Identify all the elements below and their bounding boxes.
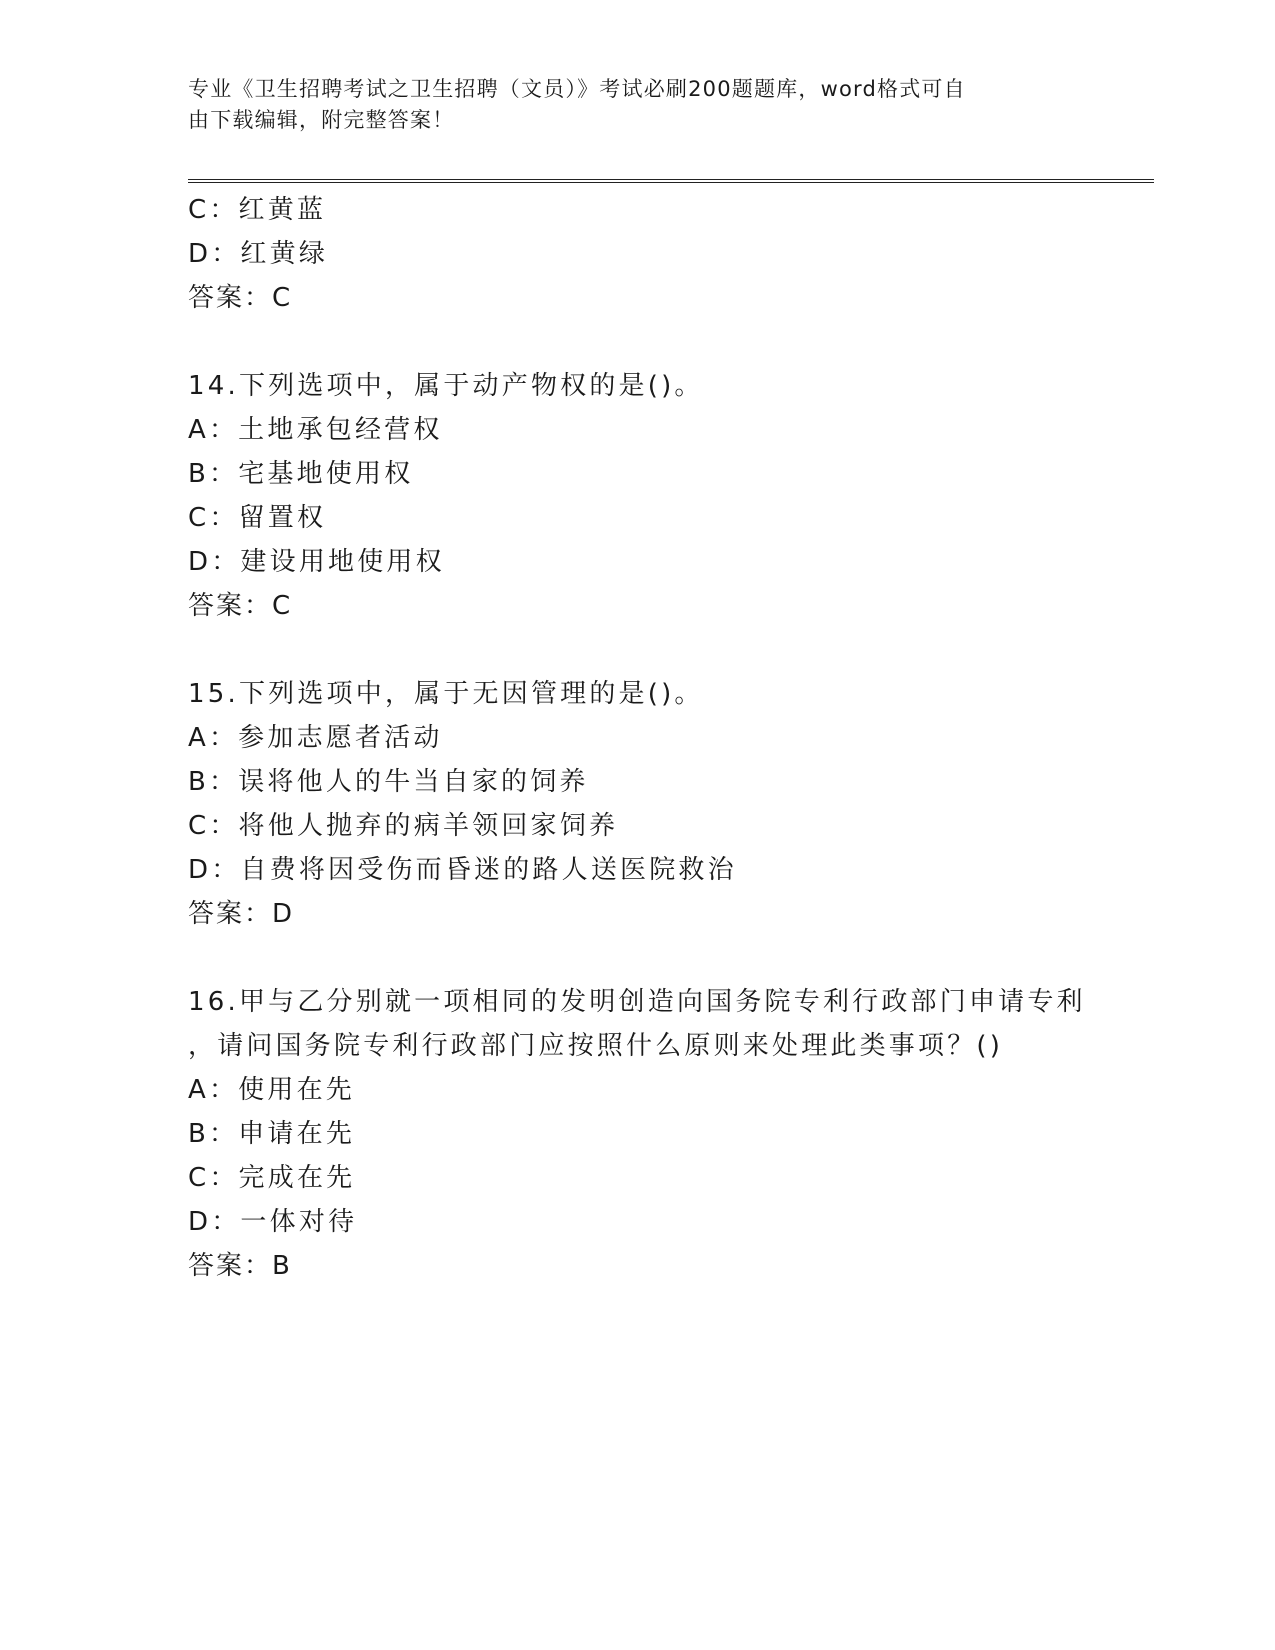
question-stem: 16.甲与乙分别就一项相同的发明创造向国务院专利行政部门申请专利 — [188, 987, 1086, 1017]
question-stem-continued: ，请问国务院专利行政部门应按照什么原则来处理此类事项？() — [188, 1031, 1004, 1061]
answer-label: 答案： — [188, 899, 273, 929]
option-a: A：使用在先 — [188, 1075, 355, 1105]
option-d: D：红黄绿 — [188, 239, 329, 269]
answer-line — [188, 1249, 290, 1283]
option-a: A：参加志愿者活动 — [188, 723, 443, 753]
answer-line — [188, 589, 290, 623]
answer-value: C — [272, 591, 291, 621]
answer-value: C — [272, 283, 291, 313]
answer-label: 答案： — [188, 1251, 273, 1281]
option-c: C：留置权 — [188, 503, 327, 533]
header-divider — [188, 179, 1154, 183]
option-c: C：红黄蓝 — [188, 195, 327, 225]
question-stem: 15.下列选项中，属于无因管理的是()。 — [188, 679, 704, 709]
option-d: D：自费将因受伤而昏迷的路人送医院救治 — [188, 855, 737, 885]
option-b: B：误将他人的牛当自家的饲养 — [188, 767, 589, 797]
answer-line — [188, 897, 292, 931]
header-line-2: 由下载编辑，附完整答案！ — [188, 108, 455, 132]
question-stem: 14.下列选项中，属于动产物权的是()。 — [188, 371, 704, 401]
answer-label: 答案： — [188, 591, 273, 621]
header-line-1: 专业《卫生招聘考试之卫生招聘（文员）》考试必刷200题题库，word格式可自 — [188, 77, 966, 101]
option-b: B：宅基地使用权 — [188, 459, 414, 489]
document-header — [188, 74, 1088, 136]
option-d: D：一体对待 — [188, 1207, 358, 1237]
option-d: D：建设用地使用权 — [188, 547, 445, 577]
option-c: C：完成在先 — [188, 1163, 356, 1193]
answer-label: 答案： — [188, 283, 273, 313]
answer-line — [188, 281, 290, 315]
option-c: C：将他人抛弃的病羊领回家饲养 — [188, 811, 619, 841]
option-a: A：土地承包经营权 — [188, 415, 443, 445]
answer-value: B — [272, 1251, 290, 1281]
option-b: B：申请在先 — [188, 1119, 356, 1149]
answer-value: D — [272, 899, 293, 929]
